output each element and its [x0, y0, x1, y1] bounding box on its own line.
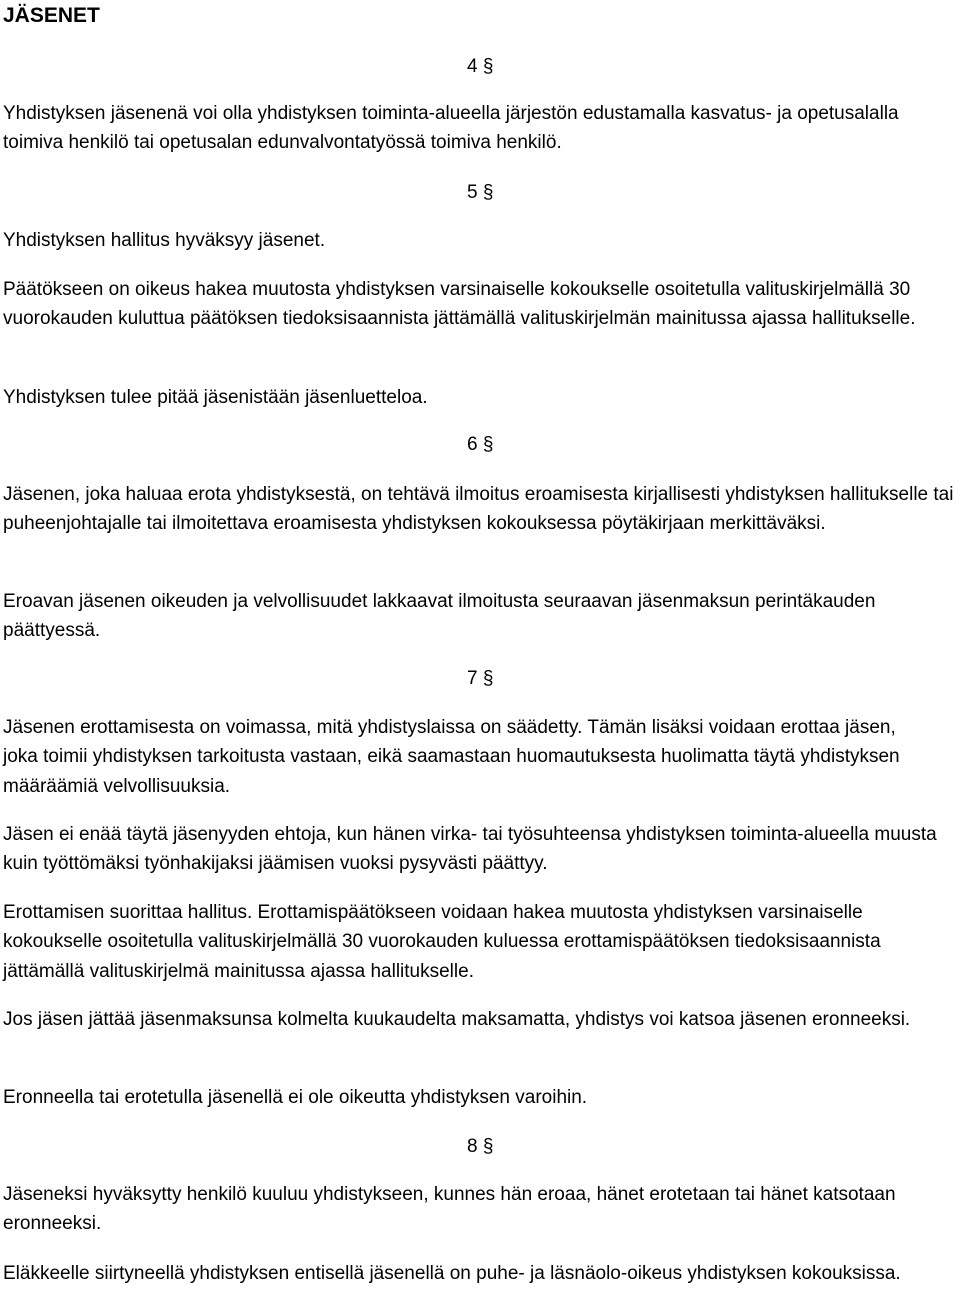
section-number-8: 8 § — [467, 1136, 494, 1157]
paragraph-member-register: Yhdistyksen tulee pitää jäsenistään jäsenluetteloa. — [3, 387, 428, 408]
paragraph-no-assets-right: Eronneella tai erotetulla jäsenellä ei ole oikeutta yhdistyksen varoihin. — [3, 1087, 588, 1108]
page-title: JÄSENET — [3, 4, 100, 27]
paragraph-membership-duration: Jäseneksi hyväksytty henkilö kuuluu yhdistykseen, kunnes hän eroaa, hänet erotetaan tai hänet katsotaan eronneeksi. — [3, 1184, 896, 1235]
paragraph-expulsion: Jäsenen erottamisesta on voimassa, mitä yhdistyslaissa on säädetty. Tämän lisäksi voidaan erottaa jäsen, joka toimii yhdistyksen tarkoitusta vastaan, eikä saamastaan huomautuksesta huolimatta täytä yhdistyksen määräämiä velvollisuuksia. — [3, 717, 900, 797]
section-number-4: 4 § — [467, 56, 494, 77]
paragraph-resignation: Jäsenen, joka haluaa erota yhdistyksestä, on tehtävä ilmoitus eroamisesta kirjallisesti yhdistyksen hallitukselle tai puheenjohtajalle tai ilmoitettava eroamisesta yhdistyksen kokouksessa pöytäkirjaan merkittäväksi. — [3, 484, 954, 535]
section-number-6: 6 § — [467, 434, 494, 455]
paragraph-appeal-right: Päätökseen on oikeus hakea muutosta yhdistyksen varsinaiselle kokoukselle osoitetulla valituskirjelmällä 30 vuorokauden kuluttua päätöksen tiedoksisaannista jättämällä valituskirjelmän mainitussa ajassa hallitukselle. — [3, 279, 916, 330]
section-number-7: 7 § — [467, 668, 494, 689]
paragraph-membership-eligibility: Yhdistyksen jäsenenä voi olla yhdistyksen toiminta-alueella järjestön edustamalla kasvatus- ja opetusalalla toimiva henkilö tai opetusalan edunvalvontatyössä toimiva henkilö. — [3, 103, 899, 154]
paragraph-membership-ends: Jäsen ei enää täytä jäsenyyden ehtoja, kun hänen virka- tai työsuhteensa yhdistyksen toiminta-alueella muusta kuin työttömäksi työnhakijaksi jäämisen vuoksi pysyvästi päättyy. — [3, 824, 937, 875]
paragraph-board-approves-members: Yhdistyksen hallitus hyväksyy jäsenet. — [3, 230, 326, 251]
paragraph-resignation-effect: Eroavan jäsenen oikeuden ja velvollisuudet lakkaavat ilmoitusta seuraavan jäsenmaksun perintäkauden päättyessä. — [3, 591, 876, 642]
paragraph-expulsion-procedure: Erottamisen suorittaa hallitus. Erottamispäätökseen voidaan hakea muutosta yhdistyksen varsinaiselle kokoukselle osoitetulla valituskirjelmällä 30 vuorokauden kuluessa erottamispäätöksen tiedoksisaannista jättämällä valituskirjelmä mainitussa ajassa hallitukselle. — [3, 902, 881, 982]
paragraph-unpaid-fees: Jos jäsen jättää jäsenmaksunsa kolmelta kuukaudelta maksamatta, yhdistys voi katsoa jäsenen eronneeksi. — [3, 1009, 911, 1030]
paragraph-retired-members: Eläkkeelle siirtyneellä yhdistyksen entisellä jäsenellä on puhe- ja läsnäolo-oikeus yhdistyksen kokouksissa. — [3, 1263, 901, 1284]
section-number-5: 5 § — [467, 182, 494, 203]
